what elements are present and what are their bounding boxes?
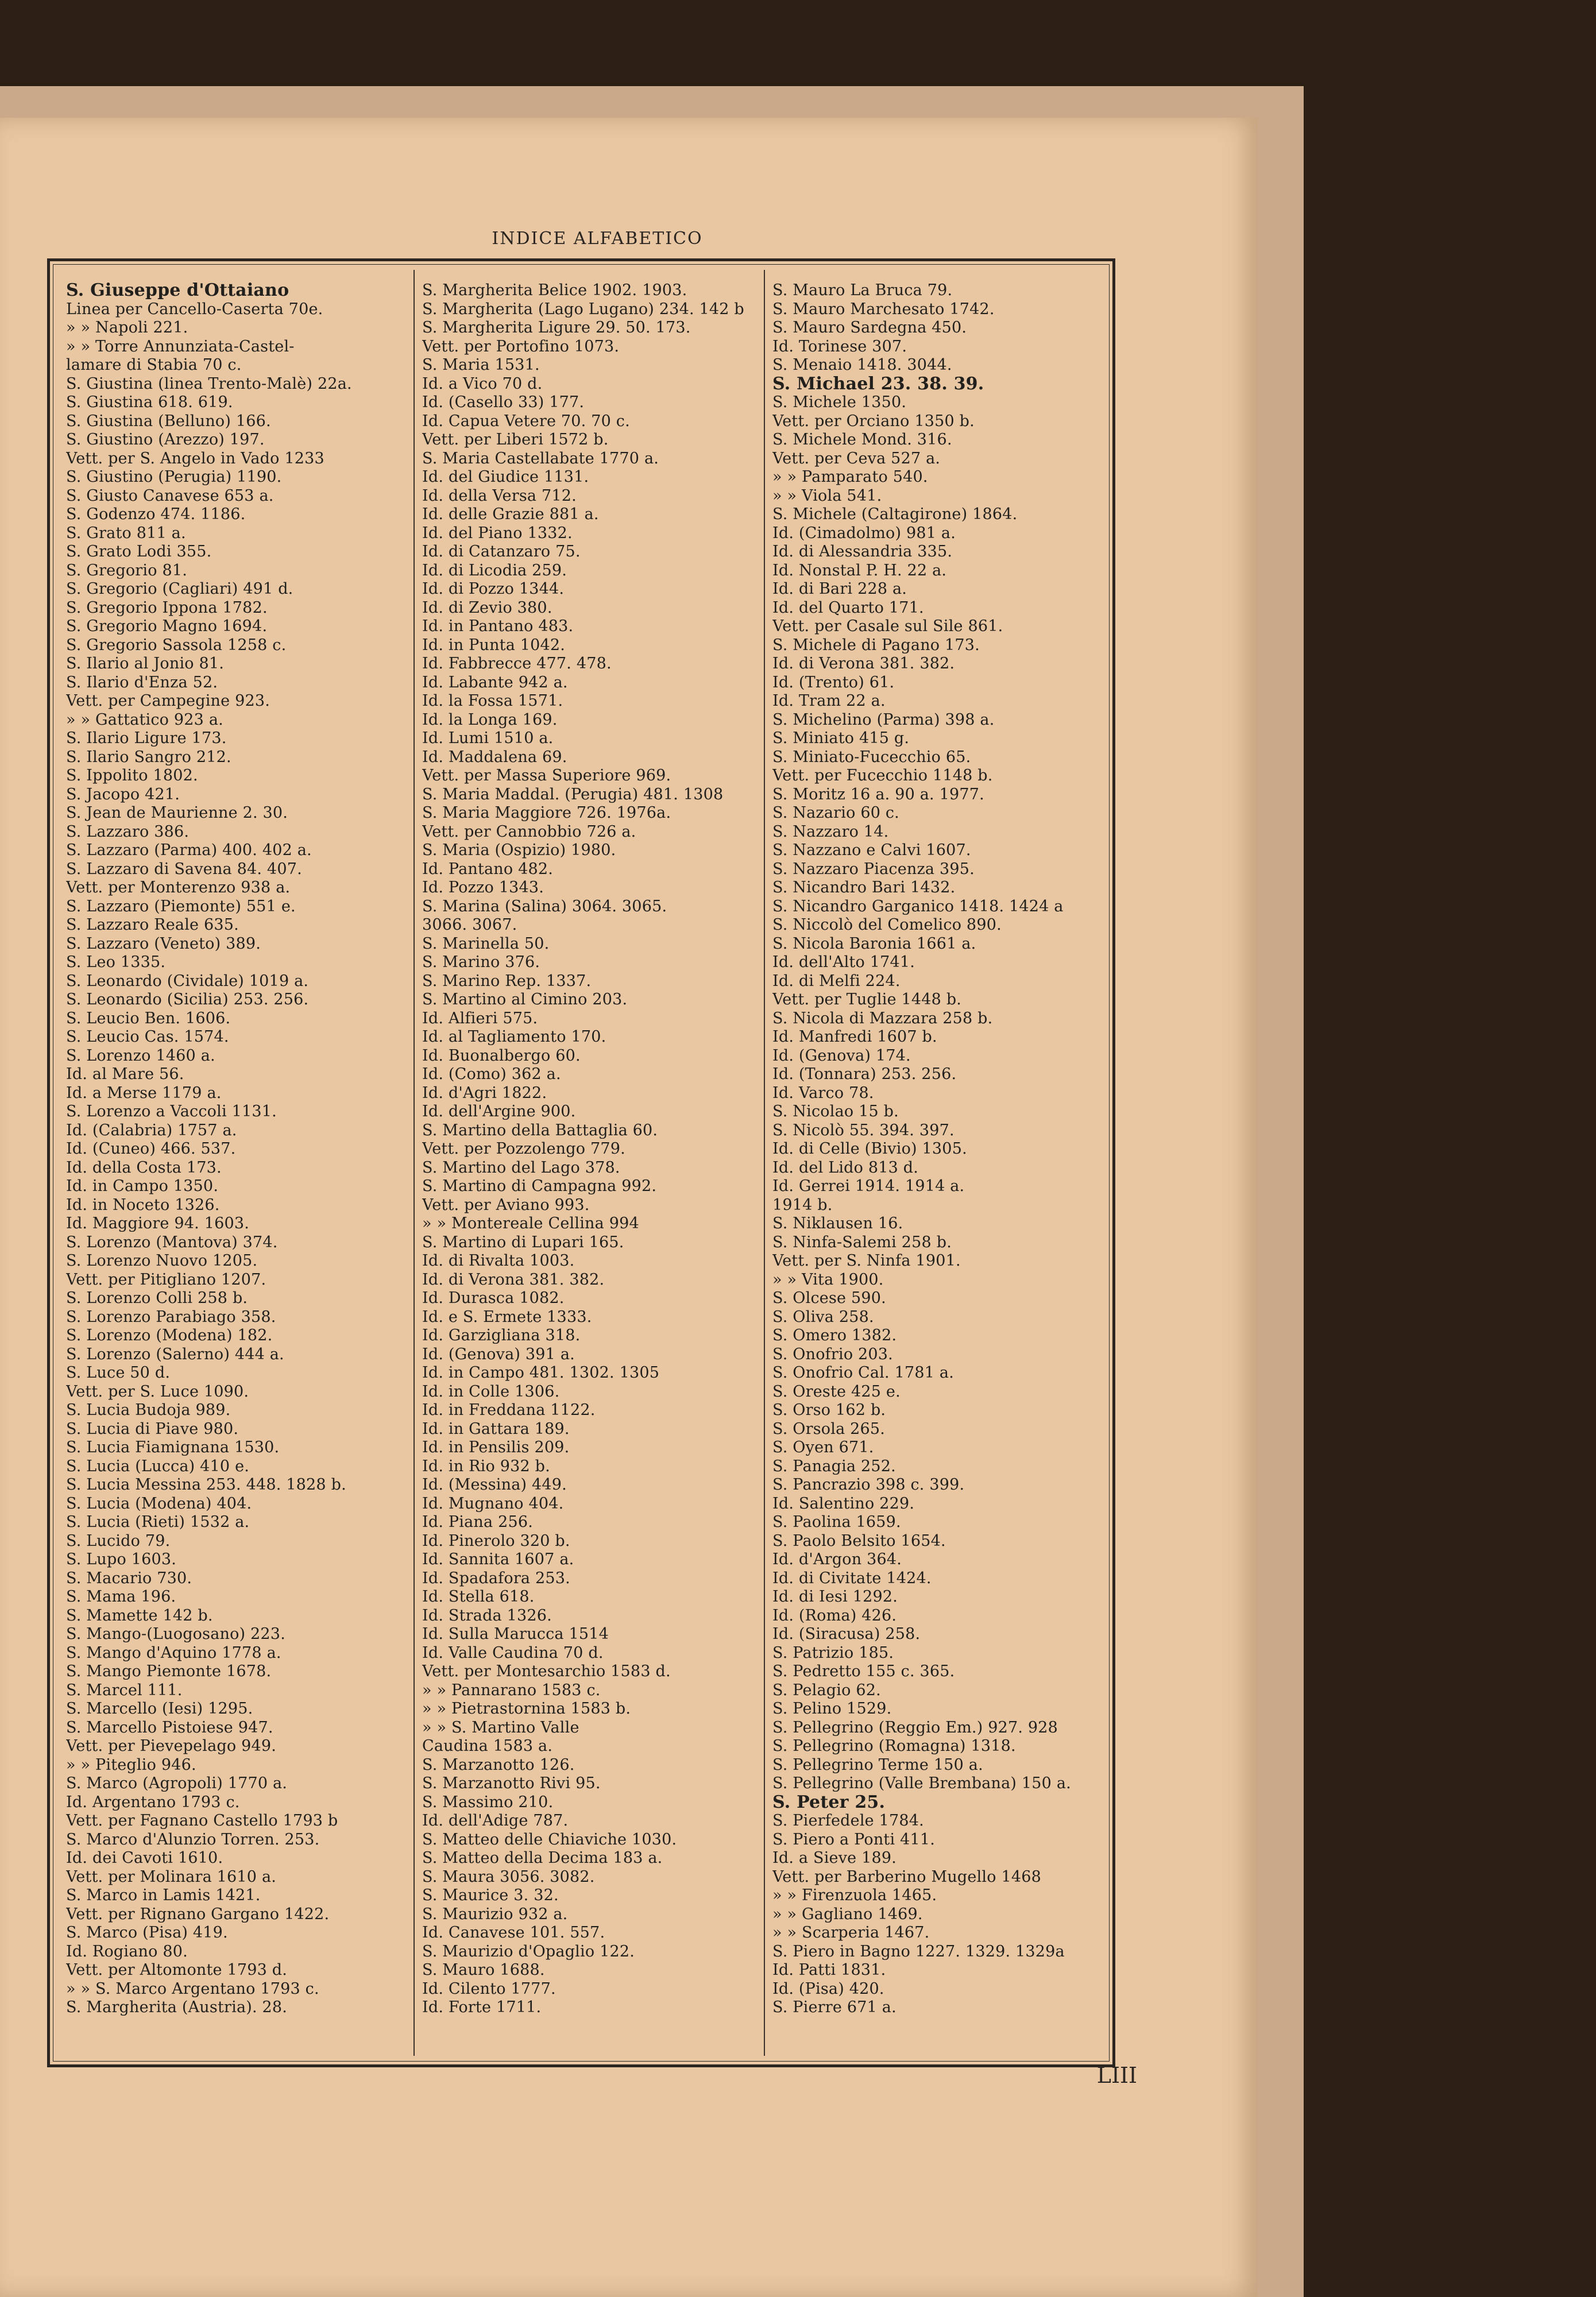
index-entry: Id. della Versa 712. [422, 486, 577, 505]
index-entry: Id. (Siracusa) 258. [772, 1625, 921, 1643]
index-entry: Id. Strada 1326. [422, 1606, 552, 1625]
index-entry: Id. (Roma) 426. [772, 1606, 897, 1625]
index-entry: S. Onofrio 203. [772, 1345, 893, 1363]
index-entry: Id. di Alessandria 335. [772, 543, 953, 560]
index-entry: S. Nazario 60 c. [772, 804, 899, 822]
index-entry: » » Napoli 221. [66, 319, 188, 337]
index-entry: S. Lorenzo (Salerno) 444 a. [66, 1345, 284, 1363]
index-entry: S. Giuseppe d'Ottaiano [66, 281, 289, 300]
index-entry: Vett. per Pozzolengo 779. [422, 1140, 625, 1158]
index-entry: Id. di Catanzaro 75. [422, 543, 581, 560]
index-entry: Vett. per Casale sul Sile 861. [772, 617, 1003, 635]
index-entry: S. Lorenzo 1460 a. [66, 1046, 215, 1065]
index-entry: S. Jacopo 421. [66, 785, 180, 803]
index-entry: S. Mama 196. [66, 1588, 176, 1606]
index-entry: Id. di Verona 381. 382. [422, 1270, 605, 1289]
index-entry: Id. Rogiano 80. [66, 1942, 188, 1960]
index-entry: Id. (Trento) 61. [772, 673, 895, 691]
index-entry: S. Gregorio (Cagliari) 491 d. [66, 580, 293, 598]
index-entry: Vett. per Montesarchio 1583 d. [422, 1662, 671, 1680]
index-entry: Id. Piana 256. [422, 1513, 533, 1531]
index-entry: S. Ilario Ligure 173. [66, 729, 227, 747]
index-entry: Id. di Licodia 259. [422, 561, 567, 579]
index-entry: S. Ippolito 1802. [66, 767, 198, 784]
index-entry: S. Maria 1531. [422, 356, 540, 374]
index-entry: Id. di Celle (Bivio) 1305. [772, 1140, 967, 1158]
index-entry: Id. Valle Caudina 70 d. [422, 1644, 604, 1662]
index-entry: S. Mamette 142 b. [66, 1606, 213, 1625]
index-entry: S. Gregorio Magno 1694. [66, 617, 268, 635]
index-entry: S. Nicandro Garganico 1418. 1424 a [772, 897, 1064, 915]
index-entry: Id. Maggiore 94. 1603. [66, 1215, 250, 1232]
index-entry: Id. (Messina) 449. [422, 1476, 567, 1494]
index-entry: S. Mauro Marchesato 1742. [772, 300, 995, 318]
index-entry: S. Martino della Battaglia 60. [422, 1121, 658, 1139]
index-entry: S. Maurizio 932 a. [422, 1905, 568, 1923]
index-entry: S. Niklausen 16. [772, 1215, 903, 1232]
index-entry: Id. in Noceto 1326. [66, 1196, 220, 1214]
index-entry: S. Mauro La Bruca 79. [772, 281, 953, 299]
index-entry: » » Pietrastornina 1583 b. [422, 1700, 631, 1718]
index-entry: S. Mauro 1688. [422, 1961, 545, 1979]
index-entry: S. Leucio Ben. 1606. [66, 1009, 231, 1027]
page-number: LIII [1096, 2063, 1137, 2088]
index-entry: S. Maria (Ospizio) 1980. [422, 841, 616, 859]
index-entry: S. Moritz 16 a. 90 a. 1977. [772, 785, 984, 803]
index-entry: Vett. per Cannobbio 726 a. [422, 822, 636, 841]
index-entry: » » Scarperia 1467. [772, 1924, 930, 1942]
index-column-1 [66, 281, 405, 2017]
index-entry: » » Vita 1900. [772, 1270, 884, 1289]
index-entry: S. Marco (Agropoli) 1770 a. [66, 1774, 288, 1792]
index-entry: S. Nazzaro Piacenza 395. [772, 860, 975, 878]
index-entry: S. Maria Maddal. (Perugia) 481. 1308 [422, 785, 724, 803]
index-entry: Vett. per Orciano 1350 b. [772, 412, 975, 430]
index-entry: Id. dell'Argine 900. [422, 1103, 576, 1120]
index-entry: S. Lucia Fiamignana 1530. [66, 1438, 280, 1456]
index-entry: Id. di Rivalta 1003. [422, 1252, 575, 1270]
index-entry: Id. Gerrei 1914. 1914 a. [772, 1177, 965, 1195]
index-entry: S. Martino di Campagna 992. [422, 1177, 657, 1195]
index-entry: S. Massimo 210. [422, 1793, 554, 1811]
index-entry: S. Ilario d'Enza 52. [66, 673, 218, 691]
index-entry: S. Lucia di Piave 980. [66, 1420, 239, 1438]
index-entry: » » Firenzuola 1465. [772, 1886, 937, 1904]
index-entry: » » Viola 541. [772, 486, 882, 505]
index-entry: S. Miniato 415 g. [772, 729, 910, 747]
index-entry: Id. (Calabria) 1757 a. [66, 1121, 237, 1139]
index-entry: Id. la Fossa 1571. [422, 692, 563, 710]
index-entry: S. Marzanotto Rivi 95. [422, 1774, 601, 1792]
index-entry: Id. a Sieve 189. [772, 1849, 897, 1867]
index-entry: Id. la Longa 169. [422, 710, 558, 729]
index-entry: Id. in Campo 1350. [66, 1177, 219, 1195]
index-entry: S. Jean de Maurienne 2. 30. [66, 804, 288, 822]
index-entry: Id. in Gattara 189. [422, 1420, 570, 1438]
index-entry: Id. (Pisa) 420. [772, 1979, 884, 1998]
index-entry: Vett. per Massa Superiore 969. [422, 767, 671, 784]
index-entry: Vett. per Pitigliano 1207. [66, 1270, 266, 1289]
index-entry: S. Matteo delle Chiaviche 1030. [422, 1830, 677, 1849]
index-entry: » » Gagliano 1469. [772, 1905, 923, 1923]
index-entry: S. Macario 730. [66, 1569, 192, 1587]
index-entry: S. Giustino (Perugia) 1190. [66, 468, 282, 486]
index-entry: Id. in Campo 481. 1302. 1305 [422, 1364, 660, 1382]
index-entry: S. Nazzaro 14. [772, 822, 889, 841]
index-entry: S. Niccolò del Comelico 890. [772, 916, 1002, 934]
index-entry: Id. in Pantano 483. [422, 617, 574, 635]
index-entry: S. Leucio Cas. 1574. [66, 1028, 229, 1046]
index-entry: Id. Capua Vetere 70. 70 c. [422, 412, 630, 430]
index-entry: 3066. 3067. [422, 916, 517, 934]
index-entry: S. Orsola 265. [772, 1420, 886, 1438]
index-entry: S. Margherita (Austria). 28. [66, 1998, 288, 2016]
index-entry: Vett. per Aviano 993. [422, 1196, 590, 1214]
index-entry: Caudina 1583 a. [422, 1737, 553, 1755]
index-entry: Id. Manfredi 1607 b. [772, 1028, 937, 1046]
index-entry: S. Pierfedele 1784. [772, 1812, 924, 1830]
index-entry: Id. del Quarto 171. [772, 598, 924, 617]
index-entry: S. Lorenzo Colli 258 b. [66, 1289, 248, 1307]
index-entry: S. Giustina 618. 619. [66, 393, 233, 411]
index-entry: S. Pellegrino (Valle Brembana) 150 a. [772, 1774, 1071, 1792]
index-entry: S. Marino Rep. 1337. [422, 972, 592, 990]
index-entry: Vett. per Ceva 527 a. [772, 449, 941, 467]
index-entry: Vett. per Rignano Gargano 1422. [66, 1905, 330, 1923]
index-entry: » » Torre Annunziata-Castel- [66, 337, 295, 355]
index-entry: S. Margherita Ligure 29. 50. 173. [422, 319, 691, 337]
index-entry: S. Ilario Sangro 212. [66, 748, 231, 766]
index-entry: S. Marcello (Iesi) 1295. [66, 1700, 253, 1718]
column-divider [764, 270, 765, 2056]
index-entry: Id. Mugnano 404. [422, 1494, 564, 1513]
index-entry: S. Maurice 3. 32. [422, 1886, 559, 1904]
index-entry: Vett. per Tuglie 1448 b. [772, 991, 962, 1008]
index-entry: Id. Labante 942 a. [422, 673, 568, 691]
index-entry: Id. Patti 1831. [772, 1961, 886, 1979]
index-entry: S. Gregorio 81. [66, 561, 188, 579]
index-entry: S. Paolina 1659. [772, 1513, 901, 1531]
index-entry: Id. Salentino 229. [772, 1494, 915, 1513]
index-entry: Vett. per Fucecchio 1148 b. [772, 767, 993, 784]
index-entry: Id. in Rio 932 b. [422, 1457, 550, 1475]
index-entry: Id. Pantano 482. [422, 860, 554, 878]
index-entry: S. Grato 811 a. [66, 524, 186, 542]
index-entry: S. Lazzaro di Savena 84. 407. [66, 860, 302, 878]
index-entry: S. Marco in Lamis 1421. [66, 1886, 261, 1904]
index-entry: S. Mango d'Aquino 1778 a. [66, 1644, 281, 1662]
index-entry: S. Marina (Salina) 3064. 3065. [422, 897, 667, 915]
index-entry: S. Ninfa-Salemi 258 b. [772, 1233, 952, 1251]
index-entry: S. Marco d'Alunzio Torren. 253. [66, 1830, 320, 1849]
index-entry: Id. a Vico 70 d. [422, 374, 543, 393]
index-entry: S. Orso 162 b. [772, 1401, 886, 1419]
index-entry: Id. Buonalbergo 60. [422, 1046, 581, 1065]
index-entry: S. Martino del Lago 378. [422, 1158, 620, 1177]
index-entry: S. Mauro Sardegna 450. [772, 319, 967, 337]
column-divider [414, 270, 415, 2056]
index-entry: Vett. per Molinara 1610 a. [66, 1867, 277, 1886]
index-entry: S. Lorenzo Nuovo 1205. [66, 1252, 258, 1270]
index-entry: Id. Lumi 1510 a. [422, 729, 554, 747]
index-entry: S. Patrizio 185. [772, 1644, 894, 1662]
index-entry: S. Paolo Belsito 1654. [772, 1532, 946, 1550]
index-entry: S. Maura 3056. 3082. [422, 1867, 595, 1886]
index-entry: Id. Maddalena 69. [422, 748, 567, 766]
index-entry: S. Martino di Lupari 165. [422, 1233, 624, 1251]
index-entry: S. Maria Castellabate 1770 a. [422, 449, 659, 467]
index-entry: S. Leo 1335. [66, 953, 166, 971]
index-entry: Id. d'Argon 364. [772, 1550, 902, 1568]
index-entry: S. Martino al Cimino 203. [422, 991, 628, 1008]
index-entry: S. Lucia (Modena) 404. [66, 1494, 252, 1513]
index-entry: S. Marco (Pisa) 419. [66, 1924, 228, 1942]
index-entry: S. Lazzaro 386. [66, 822, 190, 841]
index-column-3 [772, 281, 1111, 2017]
index-entry: Id. Sannita 1607 a. [422, 1550, 574, 1568]
index-entry: Id. Nonstal P. H. 22 a. [772, 561, 947, 579]
index-entry: Id. di Verona 381. 382. [772, 655, 955, 672]
index-entry: S. Godenzo 474. 1186. [66, 505, 246, 523]
index-entry: S. Nicolò 55. 394. 397. [772, 1121, 954, 1139]
index-entry: Id. Pozzo 1343. [422, 879, 544, 896]
index-entry: Id. di Bari 228 a. [772, 580, 907, 598]
index-entry: Vett. per Portofino 1073. [422, 337, 620, 355]
index-entry: Id. in Pensilis 209. [422, 1438, 570, 1456]
index-entry: S. Michele di Pagano 173. [772, 636, 980, 654]
index-entry: S. Marino 376. [422, 953, 540, 971]
index-entry: S. Pancrazio 398 c. 399. [772, 1476, 965, 1494]
index-entry: S. Nicolao 15 b. [772, 1103, 899, 1120]
index-entry: S. Ilario al Jonio 81. [66, 655, 225, 672]
index-entry: Id. in Punta 1042. [422, 636, 566, 654]
index-entry: Id. e S. Ermete 1333. [422, 1308, 592, 1326]
index-entry: S. Giustina (linea Trento-Malè) 22a. [66, 374, 352, 393]
index-entry: S. Maurizio d'Opaglio 122. [422, 1942, 635, 1960]
index-entry: Vett. per S. Angelo in Vado 1233 [66, 449, 324, 467]
index-entry: Id. Durasca 1082. [422, 1289, 565, 1307]
index-column-2 [422, 281, 761, 2017]
index-entry: Id. di Zevio 380. [422, 598, 552, 617]
index-entry: » » Montereale Cellina 994 [422, 1215, 639, 1232]
index-entry: Id. (Como) 362 a. [422, 1065, 561, 1083]
index-entry: Vett. per S. Ninfa 1901. [772, 1252, 961, 1270]
index-entry: Vett. per Pievepelago 949. [66, 1737, 277, 1755]
index-entry: Id. Pinerolo 320 b. [422, 1532, 570, 1550]
index-entry: S. Michele 1350. [772, 393, 907, 411]
index-entry: S. Grato Lodi 355. [66, 543, 212, 560]
index-entry: Id. Varco 78. [772, 1084, 874, 1102]
index-entry: S. Giustina (Belluno) 166. [66, 412, 271, 430]
index-entry: S. Olcese 590. [772, 1289, 886, 1307]
index-entry: S. Michele (Caltagirone) 1864. [772, 505, 1018, 523]
index-entry: S. Peter 25. [772, 1793, 886, 1812]
index-entry: S. Lucia Budoja 989. [66, 1401, 231, 1419]
index-entry: S. Pierre 671 a. [772, 1998, 896, 2016]
index-entry: S. Maria Maggiore 726. 1976a. [422, 804, 671, 822]
index-entry: Id. Tram 22 a. [772, 692, 886, 710]
index-entry: S. Piero in Bagno 1227. 1329. 1329a [772, 1942, 1065, 1960]
index-entry: S. Pelino 1529. [772, 1700, 892, 1718]
index-entry: Vett. per Liberi 1572 b. [422, 431, 609, 448]
index-entry: S. Miniato-Fucecchio 65. [772, 748, 971, 766]
index-entry: S. Omero 1382. [772, 1327, 897, 1344]
index-entry: S. Gregorio Ippona 1782. [66, 598, 268, 617]
index-entry: S. Nazzano e Calvi 1607. [772, 841, 971, 859]
index-entry: Id. della Costa 173. [66, 1158, 222, 1177]
index-entry: S. Pelagio 62. [772, 1681, 881, 1699]
index-entry: S. Lucia (Rieti) 1532 a. [66, 1513, 250, 1531]
index-entry: Id. al Mare 56. [66, 1065, 184, 1083]
index-entry: S. Lazzaro (Parma) 400. 402 a. [66, 841, 312, 859]
index-entry: S. Giustino (Arezzo) 197. [66, 431, 265, 448]
index-entry: Vett. per Barberino Mugello 1468 [772, 1867, 1042, 1886]
index-entry: S. Pellegrino (Reggio Em.) 927. 928 [772, 1718, 1058, 1737]
index-entry: S. Michelino (Parma) 398 a. [772, 710, 995, 729]
index-entry: » » Piteglio 946. [66, 1755, 196, 1774]
index-entry: S. Menaio 1418. 3044. [772, 356, 952, 374]
index-entry: Id. Alfieri 575. [422, 1009, 538, 1027]
index-entry: Id. in Freddana 1122. [422, 1401, 596, 1419]
index-entry: S. Lucia (Lucca) 410 e. [66, 1457, 250, 1475]
index-entry: Id. al Tagliamento 170. [422, 1028, 606, 1046]
index-entry: S. Matteo della Decima 183 a. [422, 1849, 663, 1867]
index-entry: S. Lorenzo (Mantova) 374. [66, 1233, 278, 1251]
index-entry: Id. Fabbrecce 477. 478. [422, 655, 612, 672]
index-entry: Id. (Tonnara) 253. 256. [772, 1065, 957, 1083]
index-entry: Id. Spadafora 253. [422, 1569, 570, 1587]
index-entry: Id. (Cimadolmo) 981 a. [772, 524, 956, 542]
index-entry: » » Pannarano 1583 c. [422, 1681, 601, 1699]
index-entry: Id. Torinese 307. [772, 337, 907, 355]
index-entry: Id. Cilento 1777. [422, 1979, 556, 1998]
index-entry: S. Oyen 671. [772, 1438, 874, 1456]
index-entry: S. Mango-(Luogosano) 223. [66, 1625, 285, 1643]
index-entry: S. Margherita (Lago Lugano) 234. 142 b [422, 300, 744, 318]
index-entry: Id. di Iesi 1292. [772, 1588, 898, 1606]
index-entry: S. Michele Mond. 316. [772, 431, 952, 448]
index-entry: S. Margherita Belice 1902. 1903. [422, 281, 687, 299]
index-entry: S. Lucia Messina 253. 448. 1828 b. [66, 1476, 346, 1494]
index-entry: Id. Sulla Marucca 1514 [422, 1625, 609, 1643]
index-entry: Id. dei Cavoti 1610. [66, 1849, 223, 1867]
index-entry: S. Lorenzo a Vaccoli 1131. [66, 1103, 277, 1120]
index-entry: » » Pamparato 540. [772, 468, 928, 486]
index-entry: » » S. Martino Valle [422, 1718, 579, 1737]
index-entry: S. Piero a Ponti 411. [772, 1830, 936, 1849]
index-entry: Id. delle Grazie 881 a. [422, 505, 599, 523]
index-entry: Id. del Lido 813 d. [772, 1158, 919, 1177]
index-entry: Id. di Melfi 224. [772, 972, 901, 990]
index-entry: S. Oreste 425 e. [772, 1382, 901, 1401]
index-entry: » » S. Marco Argentano 1793 c. [66, 1979, 319, 1998]
index-entry: Id. di Pozzo 1344. [422, 580, 565, 598]
index-entry: S. Lorenzo (Modena) 182. [66, 1327, 273, 1344]
index-entry: Id. Forte 1711. [422, 1998, 542, 2016]
index-entry: S. Michael 23. 38. 39. [772, 374, 984, 393]
index-entry: S. Leonardo (Cividale) 1019 a. [66, 972, 309, 990]
index-entry: Id. (Casello 33) 177. [422, 393, 585, 411]
index-entry: Id. del Giudice 1131. [422, 468, 589, 486]
index-entry: S. Oliva 258. [772, 1308, 874, 1326]
index-entry: Id. di Civitate 1424. [772, 1569, 932, 1587]
index-entry: S. Luce 50 d. [66, 1364, 171, 1382]
index-entry: Id. Stella 618. [422, 1588, 535, 1606]
index-entry: S. Nicola di Mazzara 258 b. [772, 1009, 993, 1027]
index-entry: Vett. per Fagnano Castello 1793 b [66, 1812, 338, 1830]
index-entry: Vett. per Monterenzo 938 a. [66, 879, 291, 896]
index-entry: S. Leonardo (Sicilia) 253. 256. [66, 991, 309, 1008]
index-entry: S. Nicola Baronia 1661 a. [772, 934, 976, 953]
running-head: INDICE ALFABETICO [492, 229, 703, 249]
index-entry: S. Pellegrino (Romagna) 1318. [772, 1737, 1016, 1755]
index-entry: Id. (Genova) 174. [772, 1046, 911, 1065]
index-entry: Id. d'Agri 1822. [422, 1084, 547, 1102]
index-entry: S. Lorenzo Parabiago 358. [66, 1308, 276, 1326]
index-entry: S. Lazzaro Reale 635. [66, 916, 239, 934]
index-entry: 1914 b. [772, 1196, 833, 1214]
index-entry: S. Marinella 50. [422, 934, 550, 953]
index-entry: Id. dell'Adige 787. [422, 1812, 569, 1830]
index-entry: S. Lucido 79. [66, 1532, 171, 1550]
index-entry: Id. dell'Alto 1741. [772, 953, 915, 971]
index-entry: » » Gattatico 923 a. [66, 710, 223, 729]
index-entry: S. Marcel 111. [66, 1681, 183, 1699]
index-entry: S. Lazzaro (Piemonte) 551 e. [66, 897, 296, 915]
index-entry: Id. Canavese 101. 557. [422, 1924, 605, 1942]
index-entry: S. Marzanotto 126. [422, 1755, 575, 1774]
index-entry: S. Nicandro Bari 1432. [772, 879, 956, 896]
index-entry: Vett. per Campegine 923. [66, 692, 270, 710]
index-entry: S. Pellegrino Terme 150 a. [772, 1755, 983, 1774]
index-entry: S. Panagia 252. [772, 1457, 896, 1475]
index-entry: S. Gregorio Sassola 1258 c. [66, 636, 287, 654]
index-entry: Id. del Piano 1332. [422, 524, 573, 542]
index-entry: Linea per Cancello-Caserta 70e. [66, 300, 323, 318]
index-entry: S. Giusto Canavese 653 a. [66, 486, 274, 505]
index-entry: S. Lazzaro (Veneto) 389. [66, 934, 261, 953]
index-entry: S. Onofrio Cal. 1781 a. [772, 1364, 954, 1382]
index-entry: S. Mango Piemonte 1678. [66, 1662, 272, 1680]
index-entry: Id. a Merse 1179 a. [66, 1084, 222, 1102]
index-entry: lamare di Stabia 70 c. [66, 356, 242, 374]
index-entry: Id. in Colle 1306. [422, 1382, 560, 1401]
index-entry: S. Marcello Pistoiese 947. [66, 1718, 273, 1737]
index-entry: Id. (Cuneo) 466. 537. [66, 1140, 236, 1158]
index-entry: S. Lupo 1603. [66, 1550, 177, 1568]
index-entry: S. Pedretto 155 c. 365. [772, 1662, 955, 1680]
index-entry: Id. Garzigliana 318. [422, 1327, 581, 1344]
index-entry: Vett. per Altomonte 1793 d. [66, 1961, 288, 1979]
index-entry: Id. Argentano 1793 c. [66, 1793, 240, 1811]
index-entry: Vett. per S. Luce 1090. [66, 1382, 249, 1401]
index-entry: Id. (Genova) 391 a. [422, 1345, 575, 1363]
